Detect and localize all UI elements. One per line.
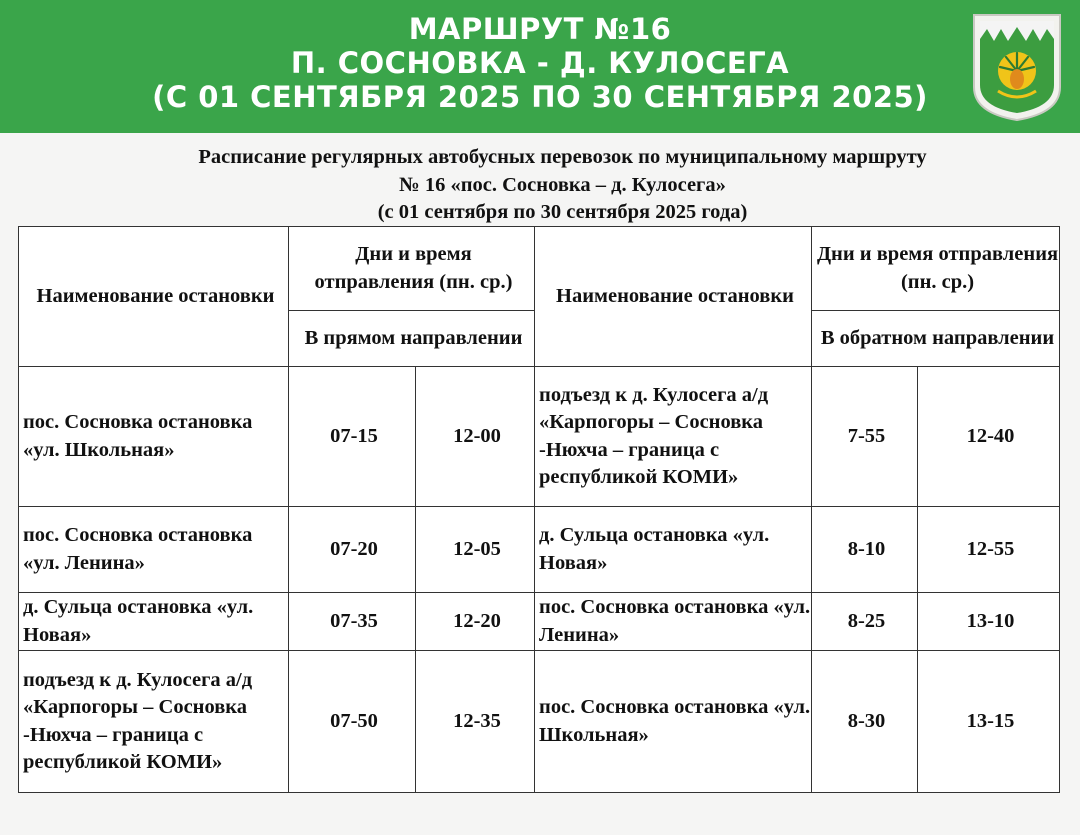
- stop-name-forward: подъезд к д. Кулосега а/д «Карпогоры – Сосновка -Нюхча – граница с республикой КОМИ»: [19, 651, 289, 793]
- header-stop-name-forward: Наименование остановки: [19, 227, 289, 367]
- header-direction-return: В обратном направлении: [812, 311, 1060, 367]
- table-row: [19, 367, 1060, 507]
- forward-departure-time: 07-15: [289, 367, 416, 507]
- forward-departure-time: 07-50: [289, 651, 416, 793]
- header-days-time-return: Дни и время отправления (пн. ср.): [812, 227, 1060, 311]
- forward-departure-time: 12-35: [416, 651, 535, 793]
- stop-name-return: пос. Сосновка остановка «ул. Ленина»: [535, 593, 812, 651]
- stop-name-return: пос. Сосновка остановка «ул. Школьная»: [535, 651, 812, 793]
- stop-name-return: подъезд к д. Кулосега а/д «Карпогоры – Сосновка -Нюхча – граница с республикой КОМИ»: [535, 367, 812, 507]
- coat-of-arms-icon: [972, 13, 1062, 122]
- schedule-table: [18, 226, 1060, 793]
- forward-departure-time: 07-35: [289, 593, 416, 651]
- return-departure-time: 12-40: [918, 367, 1060, 507]
- route-period-title: (С 01 СЕНТЯБРЯ 2025 ПО 30 СЕНТЯБРЯ 2025): [152, 80, 928, 114]
- stop-name-forward: пос. Сосновка остановка «ул. Школьная»: [19, 367, 289, 507]
- header-direction-forward: В прямом направлении: [289, 311, 535, 367]
- return-departure-time: 13-15: [918, 651, 1060, 793]
- forward-departure-time: 07-20: [289, 507, 416, 593]
- return-departure-time: 7-55: [812, 367, 918, 507]
- table-row: [19, 593, 1060, 651]
- return-departure-time: 8-30: [812, 651, 918, 793]
- header-stop-name-return: Наименование остановки: [535, 227, 812, 367]
- table-row: [19, 507, 1060, 593]
- return-departure-time: 8-10: [812, 507, 918, 593]
- document-title-line-3: (с 01 сентября по 30 сентября 2025 года): [377, 201, 748, 223]
- forward-departure-time: 12-05: [416, 507, 535, 593]
- stop-name-return: д. Сульца остановка «ул. Новая»: [535, 507, 812, 593]
- document-title-line-1: Расписание регулярных автобусных перевозок по муниципальному маршруту: [198, 146, 927, 168]
- return-departure-time: 12-55: [918, 507, 1060, 593]
- table-header-row: [19, 227, 1060, 311]
- route-endpoints-title: П. СОСНОВКА - Д. КУЛОСЕГА: [290, 46, 790, 80]
- table-row: [19, 651, 1060, 793]
- stop-name-forward: д. Сульца остановка «ул. Новая»: [19, 593, 289, 651]
- return-departure-time: 8-25: [812, 593, 918, 651]
- stop-name-forward: пос. Сосновка остановка «ул. Ленина»: [19, 507, 289, 593]
- header-days-time-forward: Дни и время отправления (пн. ср.): [289, 227, 535, 311]
- forward-departure-time: 12-00: [416, 367, 535, 507]
- header-banner: [0, 0, 1080, 133]
- forward-departure-time: 12-20: [416, 593, 535, 651]
- return-departure-time: 13-10: [918, 593, 1060, 651]
- document-title-line-2: № 16 «пос. Сосновка – д. Кулосега»: [399, 174, 726, 196]
- route-number-title: МАРШРУТ №16: [408, 12, 672, 46]
